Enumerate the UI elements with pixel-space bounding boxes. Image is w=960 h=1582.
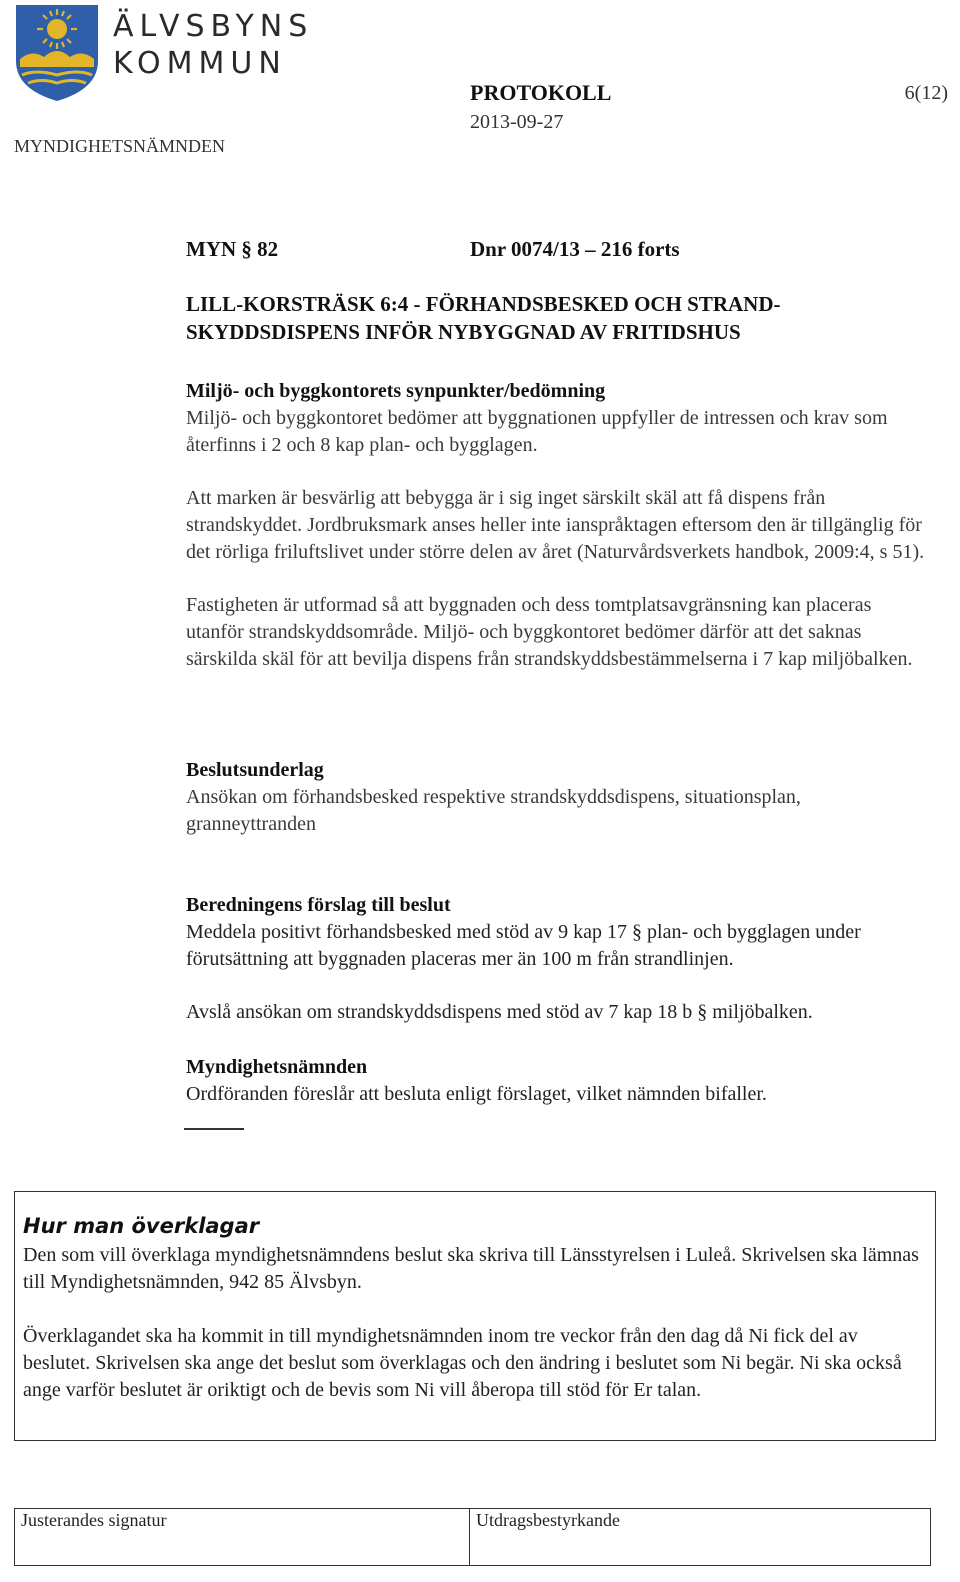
department-name: MYNDIGHETSNÄMNDEN xyxy=(14,136,225,156)
assessment-heading: Miljö- och byggkontorets synpunkter/bedömning xyxy=(186,380,606,402)
case-title-line2: SKYDDSDISPENS INFÖR NYBYGGNAD AV FRITIDSHUS xyxy=(186,320,741,344)
municipality-name-line2: KOMMUN xyxy=(113,46,287,81)
case-title xyxy=(186,290,926,346)
proposal-paragraph-2: Avslå ansökan om strandskyddsdispens med stöd av 7 kap 18 b § miljöbalken. xyxy=(186,1001,813,1023)
appeal-info-box xyxy=(14,1191,936,1441)
municipality-name xyxy=(113,8,313,82)
appeal-heading: Hur man överklagar xyxy=(23,1214,260,1238)
board-section xyxy=(186,1054,926,1108)
assessment-paragraph-3: Fastigheten är utformad så att byggnaden och dess tomtplatsavgränsning kan placeras utanför strandskyddsområde. Miljö- och byggkontoret bedömer därför att det saknas särskilda skäl för att bevilja dispens från strandskyddsbestämmelserna i 7 kap miljöbalken. xyxy=(186,594,913,670)
extract-label: Utdragsbestyrkande xyxy=(476,1510,620,1530)
coat-of-arms-icon xyxy=(14,3,104,103)
case-title-line1: LILL-KORSTRÄSK 6:4 - FÖRHANDSBESKED OCH STRAND- xyxy=(186,292,781,316)
extract-box xyxy=(469,1508,931,1566)
assessment-paragraph-2: Att marken är besvärlig att bebygga är i sig inget särskilt skäl att få dispens från strandskyddet. Jordbruksmark anses heller inte ianspråktagen eftersom den är tillgänglig för det rörliga friluftslivet under större delen av året (Naturvårdsverkets handbok, 2009:4, s 51). xyxy=(186,487,925,563)
basis-section xyxy=(186,757,926,838)
proposal-paragraph-1: Meddela positivt förhandsbesked med stöd av 9 kap 17 § plan- och bygglagen under förutsättning att byggnaden placeras mer än 100 m från strandlinjen. xyxy=(186,921,861,970)
proposal-section xyxy=(186,892,926,1026)
basis-heading: Beslutsunderlag xyxy=(186,759,324,781)
board-heading: Myndighetsnämnden xyxy=(186,1056,368,1078)
page-number: 6(12) xyxy=(904,82,948,104)
municipality-name-line1: ÄLVSBYNS xyxy=(113,9,314,44)
case-header-row xyxy=(186,236,926,263)
appeal-paragraph-2: Överklagandet ska ha kommit in till myndighetsnämnden inom tre veckor från den dag då Ni fick del av beslutet. Skrivelsen ska ange det beslut som överklagas och den ändring i beslutet som Ni begär. Ni ska också ange varför beslutet är oriktigt och de bevis som Ni vill åberopa till stöd för Er talan. xyxy=(23,1325,902,1401)
basis-text: Ansökan om förhandsbesked respektive strandskyddsdispens, situationsplan, granneyttranden xyxy=(186,786,801,835)
dnr-number: Dnr 0074/13 – 216 forts xyxy=(470,237,680,261)
signature-box xyxy=(14,1508,470,1566)
paragraph-number: MYN § 82 xyxy=(186,237,279,261)
appeal-paragraph-1: Den som vill överklaga myndighetsnämndens beslut ska skriva till Länsstyrelsen i Luleå. Skrivelsen ska lämnas till Myndighetsnämnden, 942 85 Älvsbyn. xyxy=(23,1244,919,1293)
document-type: PROTOKOLL xyxy=(470,80,612,105)
assessment-section xyxy=(186,378,926,673)
board-text: Ordföranden föreslår att besluta enligt förslaget, vilket nämnden bifaller. xyxy=(186,1083,767,1105)
section-end-rule xyxy=(184,1128,244,1130)
proposal-heading: Beredningens förslag till beslut xyxy=(186,894,451,916)
document-date: 2013-09-27 xyxy=(470,111,564,133)
assessment-paragraph-1: Miljö- och byggkontoret bedömer att byggnationen uppfyller de intressen och krav som återfinns i 2 och 8 kap plan- och bygglagen. xyxy=(186,407,888,456)
signature-label: Justerandes signatur xyxy=(21,1510,167,1530)
